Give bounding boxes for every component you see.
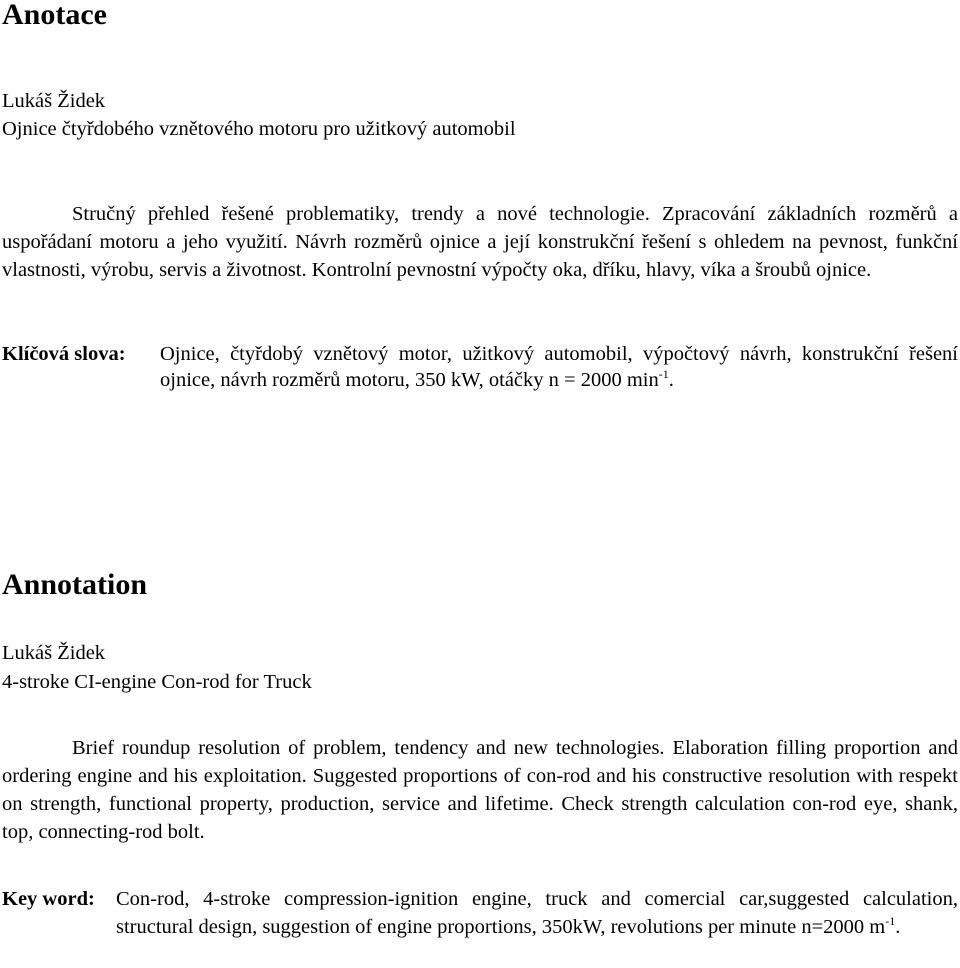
keywords-text-en: Con-rod, 4-stroke compression-ignition engine, truck and comercial car,suggested calculation, structural design, suggestion of engine proportions, 350kW, revolutions per minute n=2000 m <box>116 888 958 938</box>
heading-anotace: Anotace <box>2 0 107 31</box>
keywords-en <box>2 885 958 941</box>
keywords-end-cz: . <box>668 369 674 391</box>
abstract-en-text: Brief roundup resolution of problem, tendency and new technologies. Elaboration filling proportion and ordering engine and his exploitation. Suggested proportions of con-rod and his constructive resolution with respekt on strength, functional property, production, service and lifetime. Check strength calculation con-rod eye, shank, top, connecting-rod bolt. <box>2 737 958 843</box>
abstract-cz <box>2 200 958 284</box>
keywords-label-en: Key word: <box>2 888 95 910</box>
keywords-end-en: . <box>895 916 901 938</box>
thesis-title-en: 4-stroke CI-engine Con-rod for Truck <box>2 671 312 693</box>
author-en: Lukáš Židek <box>2 642 106 664</box>
abstract-en <box>2 734 958 846</box>
thesis-title-cz: Ojnice čtyřdobého vznětového motoru pro užitkový automobil <box>2 118 516 140</box>
author-cz: Lukáš Židek <box>2 90 106 112</box>
keywords-text-cz: Ojnice, čtyřdobý vznětový motor, užitkový automobil, výpočtový návrh, konstrukční řešení ojnice, návrh rozměrů motoru, 350 kW, otáčky n = 2000 min <box>160 343 958 391</box>
keywords-exp-cz: -1 <box>658 367 669 381</box>
abstract-cz-text: Stručný přehled řešené problematiky, trendy a nové technologie. Zpracování základních rozměrů a uspořádaní motoru a jeho využití. Návrh rozměrů ojnice a její konstrukční řešení s ohledem na pevnost, funkční vlastnosti, výrobu, servis a životnost. Kontrolní pevnostní výpočty oka, dříku, hlavy, víka a šroubů ojnice. <box>2 203 958 281</box>
keywords-exp-en: -1 <box>885 914 896 928</box>
keywords-body-cz <box>2 341 958 393</box>
keywords-body-en <box>2 885 958 941</box>
keywords-label-cz: Klíčová slova: <box>2 343 126 365</box>
keywords-cz <box>2 341 958 393</box>
heading-annotation: Annotation <box>2 568 148 601</box>
